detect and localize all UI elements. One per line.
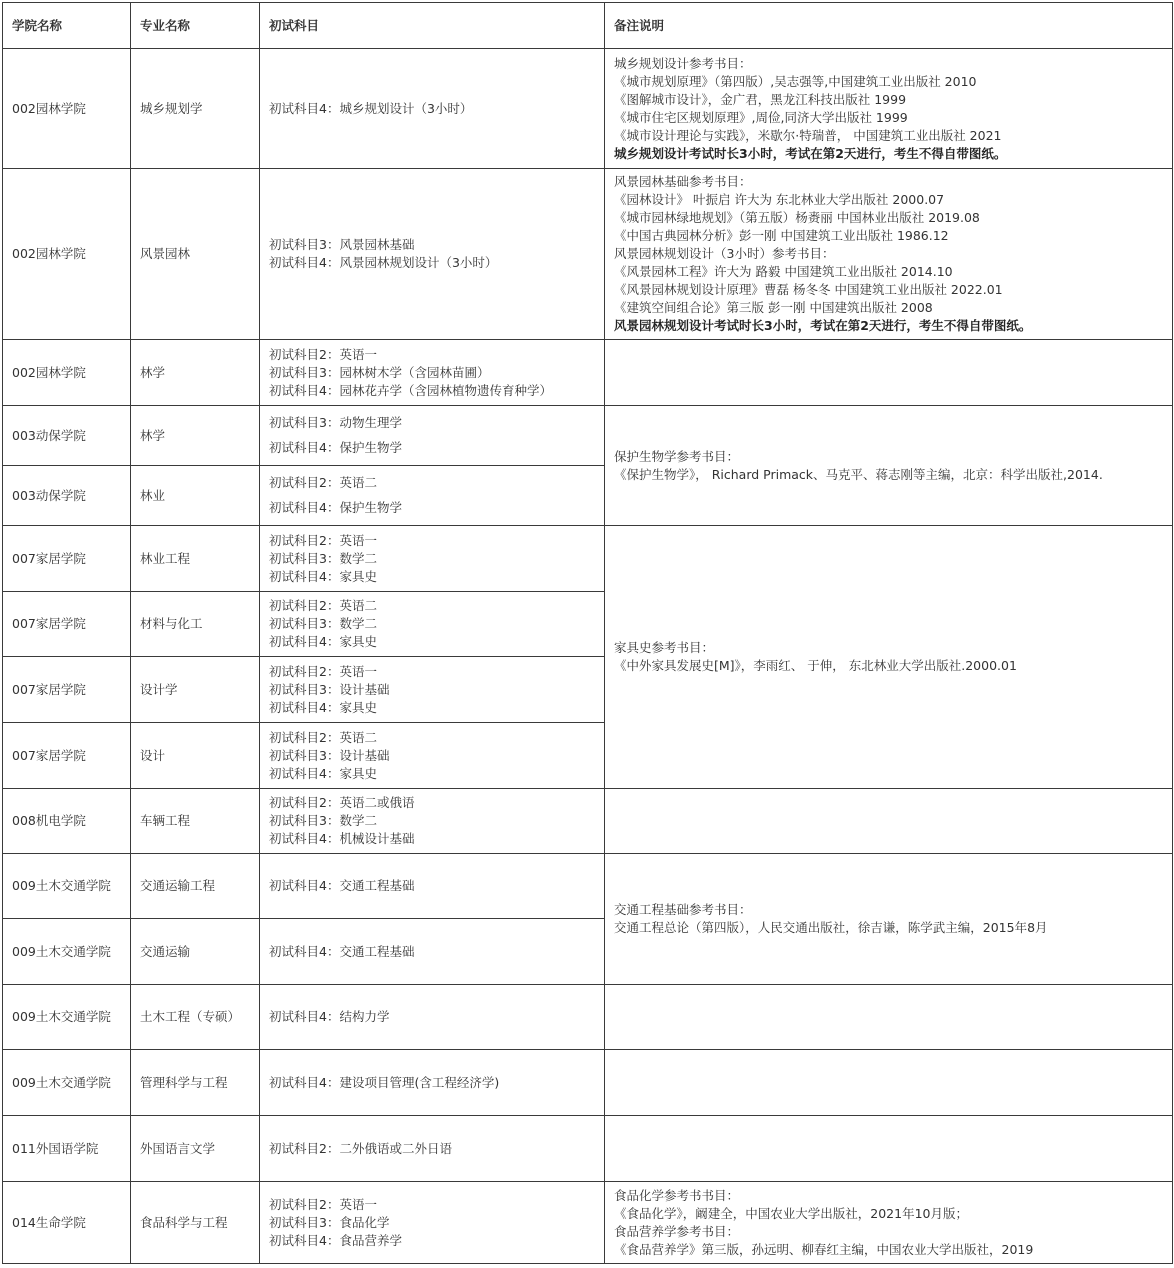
subject-line: 初试科目4：家具史: [269, 765, 377, 781]
subject-line: 初试科目3：风景园林基础: [269, 237, 415, 252]
remarks-cell: [605, 340, 1173, 406]
college-cell: 007家居学院: [3, 723, 131, 789]
subjects-cell: [260, 1116, 605, 1182]
remark-line: 《风景园林工程》许大为 路毅 中国建筑工业出版社 2014.10: [614, 264, 953, 279]
remark-line: 保护生物学参考书目：: [614, 448, 740, 464]
table-row: [3, 789, 1173, 854]
header-subjects: 初试科目: [260, 3, 605, 49]
table-row: [3, 854, 1173, 919]
subjects-cell: [260, 723, 605, 789]
subjects-cell: [260, 854, 605, 919]
remark-line: 《城市规划原理》（第四版）,吴志强等,中国建筑工业出版社 2010: [614, 73, 977, 89]
remark-line: 《食品营养学》第三版，孙远明、柳春红主编，中国农业大学出版社，2019: [614, 1241, 1034, 1257]
table-row: [3, 169, 1173, 340]
subject-line: 初试科目3：设计基础: [269, 747, 390, 763]
subject-line: 初试科目4：风景园林规划设计（3小时）: [269, 255, 498, 270]
remark-line: 《城市设计理论与实践》，米歇尔·特瑞普， 中国建筑工业出版社 2021: [614, 127, 1002, 143]
table-row: [3, 49, 1173, 169]
subject-line: 初试科目4：交通工程基础: [269, 878, 415, 893]
remarks-cell: [605, 789, 1173, 854]
subject-line: 初试科目4：家具史: [269, 568, 377, 584]
subjects-cell: [260, 1050, 605, 1116]
subject-line: 初试科目3：数学二: [269, 616, 377, 631]
remarks-cell: [605, 1182, 1173, 1264]
major-cell: 食品科学与工程: [131, 1182, 260, 1264]
subject-line: 初试科目4：家具史: [269, 699, 377, 715]
exam-subjects-table: [2, 2, 1173, 1264]
college-cell: 007家居学院: [3, 526, 131, 592]
subjects-cell: [260, 526, 605, 592]
major-cell: 城乡规划学: [131, 49, 260, 169]
subjects-cell: [260, 919, 605, 985]
subjects-cell: [260, 169, 605, 340]
college-cell: 014生命学院: [3, 1182, 131, 1264]
remark-line: 《园林设计》 叶振启 许大为 东北林业大学出版社 2000.07: [614, 192, 945, 207]
major-cell: 设计学: [131, 657, 260, 723]
subjects-cell: [260, 466, 605, 526]
major-cell: 风景园林: [131, 169, 260, 340]
subject-line: 初试科目3：数学二: [269, 813, 377, 828]
subject-line: 初试科目4：交通工程基础: [269, 943, 415, 959]
subjects-cell: [260, 49, 605, 169]
subject-line: 初试科目2：英语二: [269, 475, 377, 490]
remark-line: 城乡规划设计参考书目：: [614, 55, 752, 71]
college-cell: 011外国语学院: [3, 1116, 131, 1182]
remark-note: 风景园林规划设计考试时长3小时，考试在第2天进行，考生不得自带图纸。: [614, 318, 1032, 333]
remark-line: 风景园林规划设计（3小时）参考书目：: [614, 246, 835, 261]
subject-line: 初试科目4：建设项目管理(含工程经济学): [269, 1074, 500, 1090]
college-cell: 009土木交通学院: [3, 1050, 131, 1116]
subject-line: 初试科目4：保护生物学: [269, 500, 402, 515]
table-row: [3, 526, 1173, 592]
remarks-cell: [605, 1116, 1173, 1182]
subjects-cell: [260, 406, 605, 466]
major-cell: 林学: [131, 406, 260, 466]
college-cell: 009土木交通学院: [3, 985, 131, 1050]
remark-note: 城乡规划设计考试时长3小时，考试在第2天进行，考生不得自带图纸。: [614, 145, 1007, 161]
remarks-cell: [605, 985, 1173, 1050]
subjects-cell: [260, 789, 605, 854]
remark-line: 家具史参考书目：: [614, 640, 715, 655]
subjects-cell: [260, 592, 605, 657]
college-cell: 009土木交通学院: [3, 919, 131, 985]
subject-line: 初试科目2：英语一: [269, 532, 377, 548]
remarks-cell: [605, 1050, 1173, 1116]
subject-line: 初试科目2：英语二: [269, 598, 377, 613]
remark-line: 《建筑空间组合论》第三版 彭一刚 中国建筑出版社 2008: [614, 300, 933, 315]
college-cell: 008机电学院: [3, 789, 131, 854]
major-cell: 材料与化工: [131, 592, 260, 657]
subject-line: 初试科目4：结构力学: [269, 1009, 390, 1024]
subject-line: 初试科目2：英语一: [269, 346, 377, 362]
major-cell: 交通运输: [131, 919, 260, 985]
subject-line: 初试科目2：英语二: [269, 729, 377, 745]
college-cell: 009土木交通学院: [3, 854, 131, 919]
table-row: [3, 985, 1173, 1050]
college-cell: 002园林学院: [3, 340, 131, 406]
remarks-cell: [605, 526, 1173, 789]
major-cell: 土木工程（专硕）: [131, 985, 260, 1050]
subject-line: 初试科目3：动物生理学: [269, 415, 402, 430]
subject-line: 初试科目4：城乡规划设计（3小时）: [269, 100, 473, 116]
remark-line: 风景园林基础参考书目：: [614, 174, 752, 189]
remark-line: 《城市园林绿地规划》（第五版）杨赉丽 中国林业出版社 2019.08: [614, 210, 980, 225]
remarks-cell: [605, 854, 1173, 985]
remark-line: 《食品化学》，阚建全，中国农业大学出版社，2021年10月版；: [614, 1205, 968, 1221]
table-row: [3, 1116, 1173, 1182]
remark-line: 交通工程总论（第四版），人民交通出版社，徐吉谦，陈学武主编，2015年8月: [614, 920, 1048, 935]
header-major: 专业名称: [131, 3, 260, 49]
remark-line: 《中外家具发展史[M]》，李雨红、 于伸， 东北林业大学出版社.2000.01: [614, 658, 1017, 673]
major-cell: 外国语言文学: [131, 1116, 260, 1182]
subjects-cell: [260, 340, 605, 406]
subject-line: 初试科目3：设计基础: [269, 681, 390, 697]
major-cell: 林学: [131, 340, 260, 406]
major-cell: 管理科学与工程: [131, 1050, 260, 1116]
table-row: [3, 1050, 1173, 1116]
major-cell: 交通运输工程: [131, 854, 260, 919]
subjects-cell: [260, 985, 605, 1050]
subject-line: 初试科目4：园林花卉学（含园林植物遗传育种学）: [269, 382, 552, 398]
remark-line: 《城市住宅区规划原理》,周俭,同济大学出版社 1999: [614, 109, 908, 125]
remark-line: 交通工程基础参考书目：: [614, 902, 752, 917]
subject-line: 初试科目2：英语一: [269, 1196, 377, 1212]
college-cell: 003动保学院: [3, 406, 131, 466]
subject-line: 初试科目3：食品化学: [269, 1214, 390, 1230]
remark-line: 《风景园林规划设计原理》曹磊 杨冬冬 中国建筑工业出版社 2022.01: [614, 282, 1003, 297]
subject-line: 初试科目4：保护生物学: [269, 440, 402, 455]
subject-line: 初试科目4：食品营养学: [269, 1232, 402, 1248]
table-row: [3, 1182, 1173, 1264]
remarks-cell: [605, 49, 1173, 169]
college-cell: 007家居学院: [3, 657, 131, 723]
major-cell: 车辆工程: [131, 789, 260, 854]
header-remarks: 备注说明: [605, 3, 1173, 49]
remarks-cell: [605, 169, 1173, 340]
subject-line: 初试科目4：家具史: [269, 634, 377, 649]
table-row: [3, 406, 1173, 466]
remark-line: 食品营养学参考书目：: [614, 1223, 740, 1239]
college-cell: 002园林学院: [3, 169, 131, 340]
subject-line: 初试科目4：机械设计基础: [269, 831, 415, 846]
header-row: [3, 3, 1173, 49]
major-cell: 林业工程: [131, 526, 260, 592]
remark-line: 《图解城市设计》，金广君，黑龙江科技出版社 1999: [614, 91, 907, 107]
college-cell: 007家居学院: [3, 592, 131, 657]
remark-line: 《中国古典园林分析》彭一刚 中国建筑工业出版社 1986.12: [614, 228, 949, 243]
subject-line: 初试科目2：英语二或俄语: [269, 795, 415, 810]
subjects-cell: [260, 657, 605, 723]
subjects-cell: [260, 1182, 605, 1264]
subject-line: 初试科目2：英语一: [269, 663, 377, 679]
college-cell: 003动保学院: [3, 466, 131, 526]
header-college: 学院名称: [3, 3, 131, 49]
subject-line: 初试科目3：数学二: [269, 550, 377, 566]
subject-line: 初试科目3：园林树木学（含园林苗圃）: [269, 364, 490, 380]
remarks-cell: [605, 406, 1173, 526]
remark-line: 《保护生物学》， Richard Primack、马克平、蒋志刚等主编，北京：科学出版社,2014.: [614, 466, 1103, 482]
college-cell: 002园林学院: [3, 49, 131, 169]
subject-line: 初试科目2：二外俄语或二外日语: [269, 1140, 452, 1156]
remark-line: 食品化学参考书书目：: [614, 1187, 740, 1203]
major-cell: 林业: [131, 466, 260, 526]
major-cell: 设计: [131, 723, 260, 789]
table-row: [3, 340, 1173, 406]
